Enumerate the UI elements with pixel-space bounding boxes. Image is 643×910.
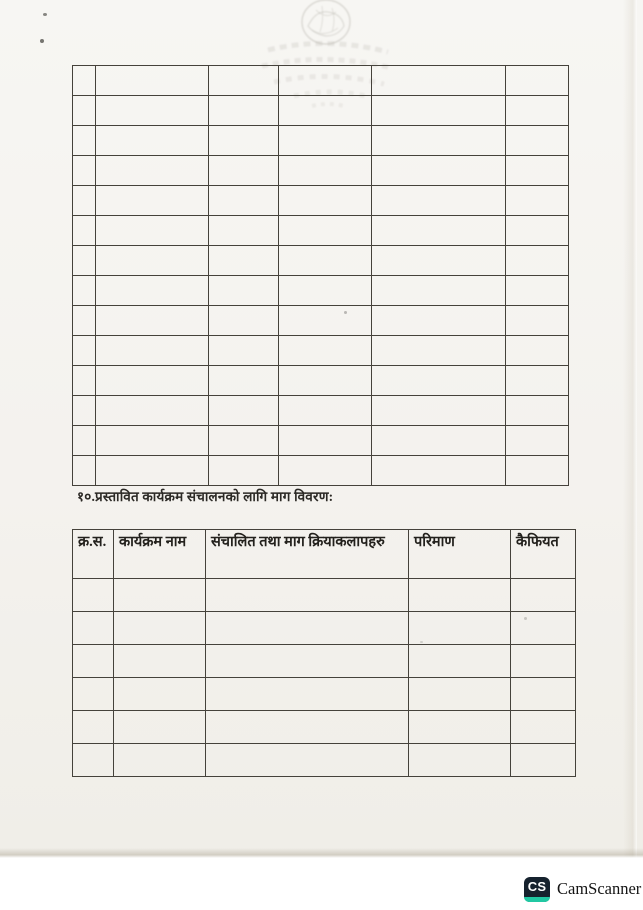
table-cell [96,66,209,96]
table-row [73,366,569,396]
paper-speck [40,39,44,43]
section-10-caption: १०.प्रस्तावित कार्यक्रम संचालनको लागि माग विवरण: [77,489,334,504]
table-cell [96,456,209,486]
table-cell [209,66,279,96]
table-cell [73,66,96,96]
table-cell [506,186,569,216]
col-header-program-name: कार्यक्रम नाम [114,530,206,579]
table-row [73,456,569,486]
table-cell [209,456,279,486]
table-row [73,612,576,645]
paper-speck [43,13,47,16]
table-cell [96,426,209,456]
table-cell [73,645,114,678]
table-cell [506,66,569,96]
table-cell [409,612,511,645]
table-row [73,276,569,306]
table-cell [209,126,279,156]
table-cell [209,366,279,396]
table-cell [206,579,409,612]
table-cell [279,216,372,246]
table-cell [409,744,511,777]
table-cell [73,216,96,246]
table-cell [506,96,569,126]
table-cell [372,246,506,276]
camscanner-badge-label: CS [527,878,547,894]
table-cell [209,396,279,426]
table-cell [279,396,372,426]
table-cell [506,396,569,426]
table-cell [409,678,511,711]
table-row [73,579,576,612]
table-cell [506,156,569,186]
table-cell [73,579,114,612]
table-cell [73,456,96,486]
table-cell [372,66,506,96]
table-cell [114,711,206,744]
table-cell [96,306,209,336]
upper-blank-table [72,65,569,486]
paper-bottom-edge [0,848,643,858]
table-row [73,744,576,777]
table-row [73,246,569,276]
table-cell [206,678,409,711]
table-cell [73,96,96,126]
table-cell [279,126,372,156]
col-header-activities: संचालित तथा माग क्रियाकलापहरु [206,530,409,579]
table-cell [506,246,569,276]
camscanner-watermark [524,875,641,903]
table-cell [114,579,206,612]
col-header-remarks: कैफियत [511,530,576,579]
table-cell [279,426,372,456]
table-row [73,678,576,711]
table-row [73,66,569,96]
table-cell [506,366,569,396]
table-cell [511,711,576,744]
table-cell [206,744,409,777]
table-cell [372,276,506,306]
table-cell [209,336,279,366]
table-cell [511,579,576,612]
table-row [73,186,569,216]
table-row [73,426,569,456]
table-cell [506,216,569,246]
table-cell [209,246,279,276]
table-cell [511,612,576,645]
table-cell [372,306,506,336]
table-cell [372,216,506,246]
table-cell [279,456,372,486]
table-cell [372,426,506,456]
table-cell [209,276,279,306]
table-cell [73,276,96,306]
demand-details-table [72,529,576,777]
table-cell [209,306,279,336]
table-cell [409,711,511,744]
table-cell [506,456,569,486]
table-cell [96,96,209,126]
table-cell [279,156,372,186]
table-cell [209,156,279,186]
table-cell [96,396,209,426]
table-cell [279,96,372,126]
table-cell [279,246,372,276]
table-cell [73,426,96,456]
table-row [73,126,569,156]
table-cell [114,645,206,678]
table-cell [73,246,96,276]
table-cell [114,744,206,777]
table-cell [96,216,209,246]
camscanner-badge-accent [524,897,550,902]
table-cell [279,306,372,336]
table-cell [96,156,209,186]
table-cell [209,426,279,456]
table-cell [209,216,279,246]
table-cell [206,645,409,678]
upper-blank-table-body [73,66,569,486]
table-cell [372,186,506,216]
table-cell [511,678,576,711]
table-cell [206,612,409,645]
table-row [73,96,569,126]
table-cell [96,276,209,306]
table-cell [73,336,96,366]
table-cell [409,645,511,678]
table-cell [209,186,279,216]
paper-speck [344,311,347,314]
table-cell [372,336,506,366]
table-cell [279,276,372,306]
table-cell [372,126,506,156]
col-header-serial-number: क्र.स. [73,530,114,579]
demand-table-header-row [73,530,576,579]
table-cell [73,366,96,396]
table-cell [209,96,279,126]
table-row [73,336,569,366]
table-cell [96,186,209,216]
table-cell [506,426,569,456]
table-cell [279,366,372,396]
table-cell [372,96,506,126]
table-cell [409,579,511,612]
table-cell [279,66,372,96]
table-cell [372,366,506,396]
table-cell [511,645,576,678]
table-row [73,216,569,246]
paper-speck [420,641,423,643]
table-cell [279,336,372,366]
table-row [73,645,576,678]
table-cell [506,276,569,306]
table-cell [73,744,114,777]
table-cell [506,306,569,336]
table-cell [372,156,506,186]
table-row [73,396,569,426]
table-cell [372,396,506,426]
table-cell [73,186,96,216]
table-cell [73,711,114,744]
table-cell [73,306,96,336]
table-cell [73,156,96,186]
table-cell [506,336,569,366]
table-row [73,156,569,186]
table-cell [73,126,96,156]
table-cell [114,678,206,711]
table-cell [96,336,209,366]
demand-table-body [73,579,576,777]
table-cell [506,126,569,156]
table-cell [114,612,206,645]
table-cell [96,126,209,156]
table-row [73,306,569,336]
table-row [73,711,576,744]
table-cell [96,366,209,396]
camscanner-logo-text: CamScanner [557,879,642,898]
table-cell [73,678,114,711]
camscanner-badge-icon [524,877,550,902]
col-header-quantity: परिमाण [409,530,511,579]
table-cell [206,711,409,744]
table-cell [279,186,372,216]
table-cell [73,612,114,645]
table-cell [96,246,209,276]
paper-speck [524,617,527,620]
paper-edge-shading [623,0,637,858]
table-cell [511,744,576,777]
table-cell [73,396,96,426]
table-cell [372,456,506,486]
